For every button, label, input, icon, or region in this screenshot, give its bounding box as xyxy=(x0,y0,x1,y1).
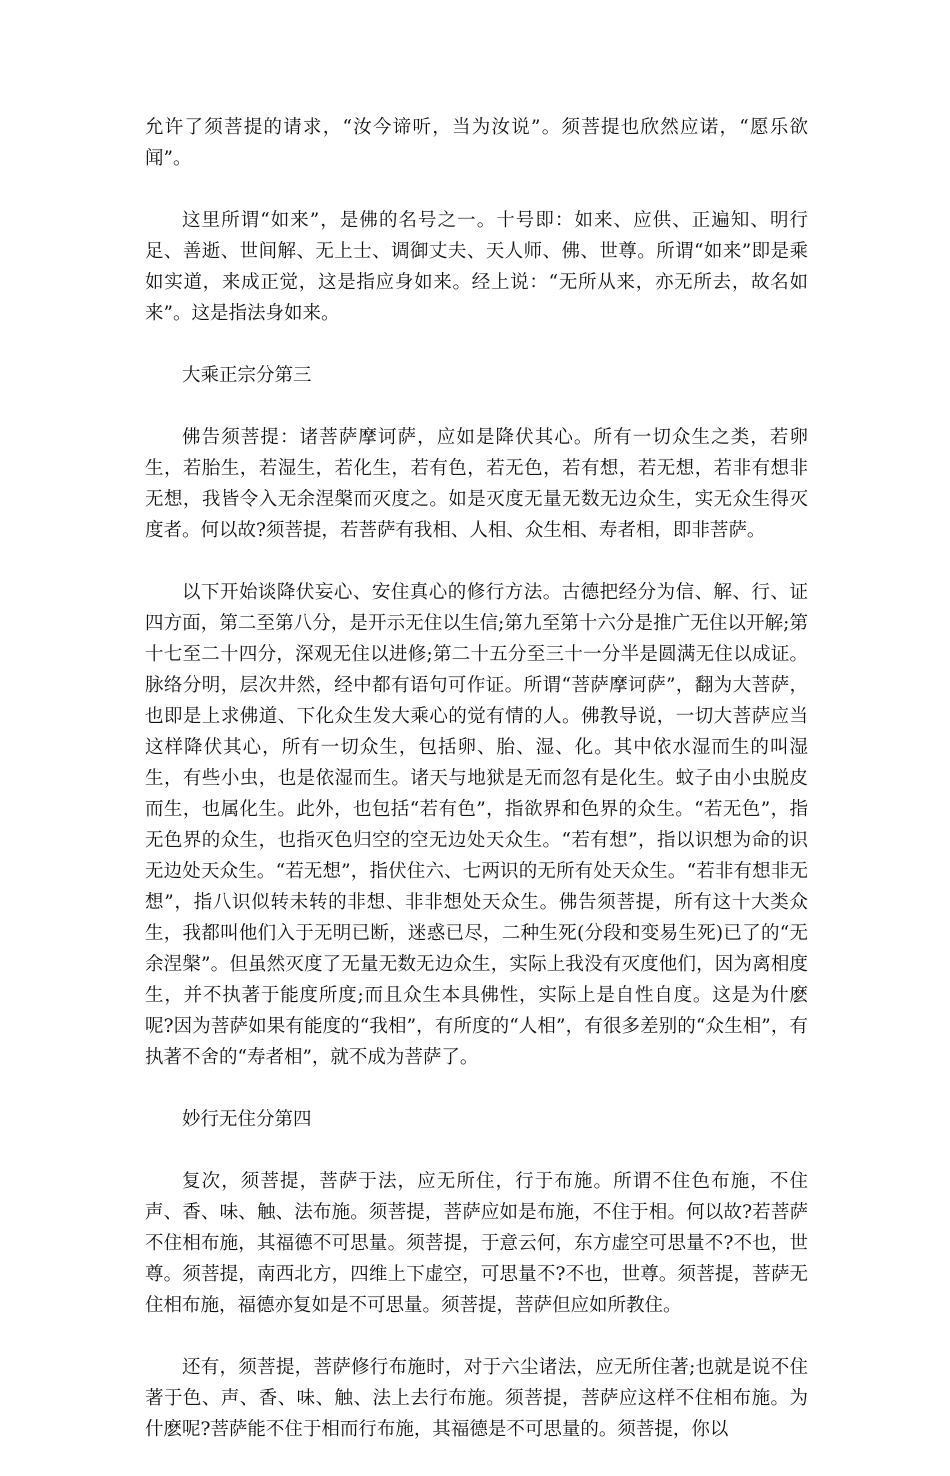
section-heading-4: 妙行无住分第四 xyxy=(182,1109,312,1130)
paragraph-commentary-4: 还有，须菩提，菩萨修行布施时，对于六尘诸法，应无所住著;也就是说不住著于色、声、香、味、触、法上去行布施。须菩提，菩萨应这样不住相布施。为什麽呢?菩萨能不住于相而行布施，其福德是不可思量的。须菩提，你以 xyxy=(145,1357,808,1440)
paragraph-sutra-text-3: 佛告须菩提：诸菩萨摩诃萨，应如是降伏其心。所有一切众生之类，若卵生，若胎生，若湿生，若化生，若有色，若无色，若有想，若无想，若非有想非无想，我皆令入无余涅槃而灭度之。如是灭度无量无数无边众生，实无众生得灭度者。何以故?须菩提，若菩萨有我相、人相、众生相、寿者相，即非菩萨。 xyxy=(145,427,808,541)
paragraph-continuation: 允许了须菩提的请求，“汝今谛听，当为汝说”。须菩提也欣然应诺，“愿乐欲闻”。 xyxy=(145,117,808,169)
section-heading-3: 大乘正宗分第三 xyxy=(182,365,312,386)
paragraph-rulai-explanation: 这里所谓“如来”，是佛的名号之一。十号即：如来、应供、正遍知、明行足、善逝、世间解、无上士、调御丈夫、天人师、佛、世尊。所谓“如来”即是乘如实道，来成正觉，这是指应身如来。经上说：“无所从来，亦无所去，故名如来”。这是指法身如来。 xyxy=(145,210,808,324)
paragraph-sutra-text-4: 复次，须菩提，菩萨于法，应无所住，行于布施。所谓不住色布施，不住声、香、味、触、法布施。须菩提，菩萨应如是布施，不住于相。何以故?若菩萨不住相布施，其福德不可思量。须菩提，于意云何，东方虚空可思量不?不也，世尊。须菩提，南西北方，四维上下虚空，可思量不?不也，世尊。须菩提，菩萨无住相布施，福德亦复如是不可思量。须菩提，菩萨但应如所教住。 xyxy=(145,1171,808,1316)
document-page xyxy=(145,112,808,1476)
paragraph-commentary-3: 以下开始谈降伏妄心、安住真心的修行方法。古德把经分为信、解、行、证四方面，第二至第八分，是开示无住以生信;第九至第十六分是推广无住以开解;第十七至二十四分，深观无住以进修;第二十五分至三十一分半是圆满无住以成证。脉络分明，层次井然，经中都有语句可作证。所谓“菩萨摩诃萨”，翻为大菩萨，也即是上求佛道、下化众生发大乘心的觉有情的人。佛教导说，一切大菩萨应当这样降伏其心，所有一切众生，包括卵、胎、湿、化。其中依水湿而生的叫湿生，有些小虫，也是依湿而生。诸天与地狱是无而忽有是化生。蚊子由小虫脱皮而生，也属化生。此外，也包括“若有色”，指欲界和色界的众生。“若无色”，指无色界的众生，也指灭色归空的空无边处天众生。“若有想”，指以识想为命的识无边处天众生。“若无想”，指伏住六、七两识的无所有处天众生。“若非有想非无想”，指八识似转未转的非想、非非想处天众生。佛告须菩提，所有这十大类众生，我都叫他们入于无明已断，迷惑已尽，二种生死(分段和变易生死)已了的“无余涅槃”。但虽然灭度了无量无数无边众生，实际上我没有灭度他们，因为离相度生，并不执著于能度所度;而且众生本具佛性，实际上是自性自度。这是为什麽呢?因为菩萨如果有能度的“我相”，有所度的“人相”，有很多差别的“众生相”，有执著不舍的“寿者相”，就不成为菩萨了。 xyxy=(145,582,808,1068)
